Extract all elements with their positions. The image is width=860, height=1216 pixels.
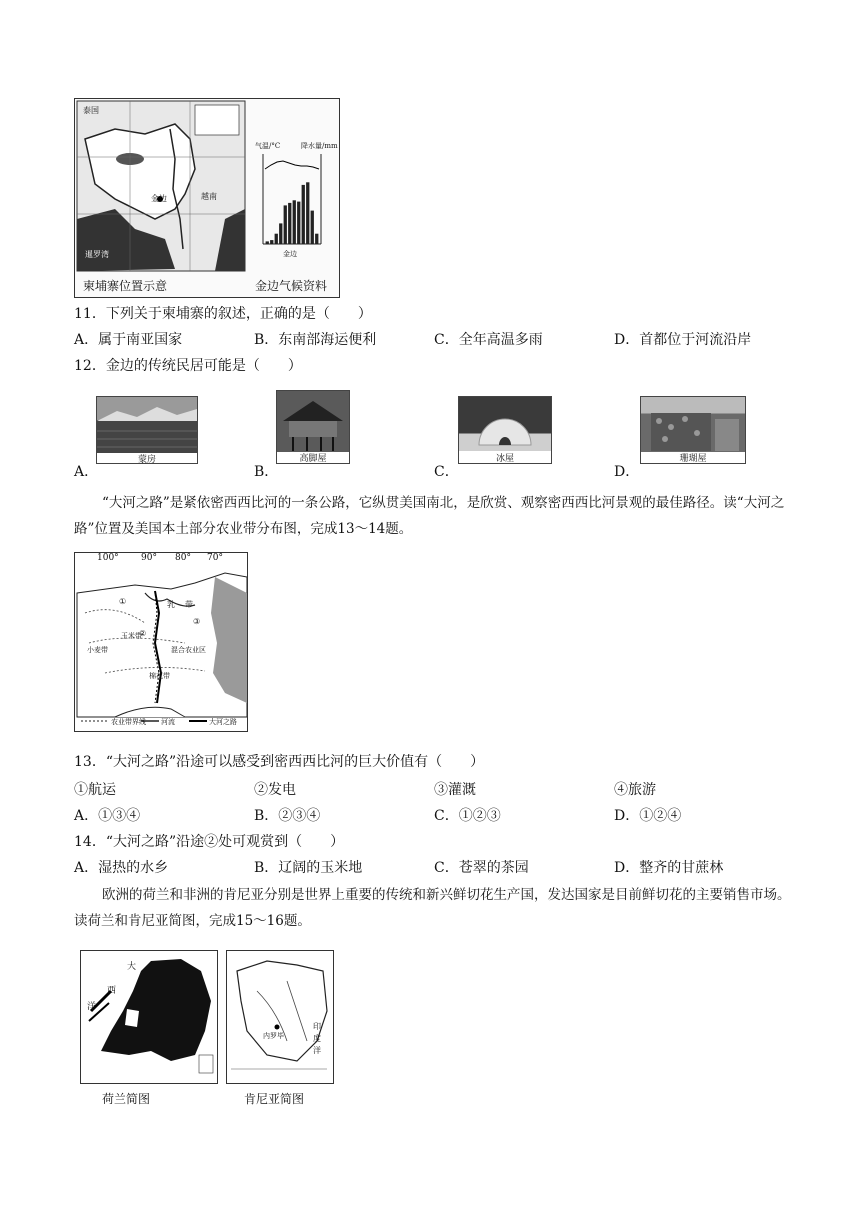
- precip-bar-3: [275, 234, 278, 244]
- q11-stem: 11．下列关于柬埔寨的叙述，正确的是（ ）: [74, 306, 372, 322]
- precip-bar-2: [270, 240, 273, 244]
- label-corn: 玉米带: [121, 632, 142, 640]
- precip-bar-7: [293, 200, 296, 244]
- usa-map-svg: [75, 553, 247, 731]
- climate-caption: 金边气候资料: [255, 279, 328, 293]
- label-wheat: 小麦带: [87, 646, 108, 654]
- q12-image-d: [640, 396, 746, 464]
- label-cotton: 棉花带: [149, 672, 170, 680]
- q13-item-1: ①航运: [74, 782, 116, 798]
- q13-option-b[interactable]: B．②③④: [254, 808, 321, 824]
- q11-option-d[interactable]: D．首都位于河流沿岸: [614, 332, 752, 348]
- label-2: ②: [139, 629, 147, 638]
- q12-option-d[interactable]: D．: [614, 464, 640, 480]
- precip-bar-9: [302, 185, 305, 244]
- q14-option-d[interactable]: D．整齐的甘蔗林: [614, 860, 724, 876]
- cambodia-figure: [74, 98, 340, 298]
- netherlands-caption: 荷兰简图: [102, 1092, 151, 1106]
- precip-bar-11: [311, 211, 314, 244]
- map-label-gulf: 暹罗湾: [85, 250, 109, 259]
- q12-image-b-caption: 高脚屋: [299, 454, 327, 464]
- precip-bar-5: [284, 205, 287, 244]
- precip-bar-12: [315, 234, 318, 244]
- q12-stem: 12．金边的传统民居可能是（ ）: [74, 358, 302, 374]
- ke-label-nairobi: 内罗毕: [263, 1032, 284, 1040]
- legend-river: 河流: [161, 718, 175, 726]
- climate-axis-right: 降水量/mm: [301, 142, 338, 150]
- legend-boundary: 农业带界线: [111, 718, 146, 726]
- lon-90: 90°: [141, 553, 157, 563]
- q14-option-c[interactable]: C．苍翠的茶园: [434, 860, 529, 876]
- q12-image-c-caption: 冰屋: [495, 454, 514, 464]
- q11-option-a[interactable]: A．属于南亚国家: [74, 332, 183, 348]
- precip-bar-6: [288, 203, 291, 244]
- map-caption: 柬埔寨位置示意: [83, 279, 168, 293]
- q13-stem: 13．“大河之路”沿途可以感受到密西西比河的巨大价值有（ ）: [74, 754, 485, 770]
- label-3: ③: [193, 617, 201, 626]
- kenya-map-svg: [227, 951, 333, 1083]
- q14-option-a[interactable]: A．湿热的水乡: [74, 860, 169, 876]
- q13-option-d[interactable]: D．①②④: [614, 808, 682, 824]
- q12-image-b: [276, 390, 350, 464]
- lon-100: 100°: [97, 553, 119, 563]
- netherlands-map: [80, 950, 218, 1084]
- q12-image-a-caption: 蒙房: [137, 455, 156, 464]
- ke-label-ocean-3: 洋: [313, 1046, 321, 1055]
- precip-bar-8: [297, 202, 300, 244]
- lon-70: 70°: [207, 553, 223, 563]
- q12-option-b[interactable]: B．: [254, 464, 279, 480]
- label-1: ①: [119, 597, 127, 606]
- q14-option-b[interactable]: B．辽阔的玉米地: [254, 860, 363, 876]
- label-dairy-2: 带: [185, 600, 193, 609]
- label-dairy-1: 乳: [167, 600, 175, 609]
- climate-axis-left: 气温/°C: [255, 142, 281, 150]
- legend-road: 大河之路: [209, 718, 237, 726]
- ke-label-ocean-1: 印: [313, 1022, 321, 1031]
- label-mixed: 混合农业区: [171, 646, 206, 654]
- q11-option-b[interactable]: B．东南部海运便利: [254, 332, 377, 348]
- q11-option-c[interactable]: C．全年高温多雨: [434, 332, 543, 348]
- q12-image-d-caption: 珊瑚屋: [679, 454, 707, 464]
- passage-cut-flowers: 欧洲的荷兰和非洲的肯尼亚分别是世界上重要的传统和新兴鲜切花生产国，发达国家是目前鲜切花的主要销售市场。读荷兰和肯尼亚简图，完成15～16题。: [74, 887, 791, 929]
- kenya-map: [226, 950, 334, 1084]
- climate-chart: [247, 101, 337, 271]
- precip-bar-4: [279, 223, 282, 244]
- q13-option-c[interactable]: C．①②③: [434, 808, 501, 824]
- q13-option-a[interactable]: A．①③④: [74, 808, 141, 824]
- precip-bar-10: [306, 182, 309, 244]
- kenya-caption: 肯尼亚简图: [244, 1092, 305, 1106]
- map-label-thailand: 泰国: [83, 106, 99, 115]
- nl-label-1: 大: [127, 962, 137, 972]
- cambodia-map: [77, 101, 245, 271]
- map-label-phnompenh: 金边: [151, 194, 167, 203]
- q13-item-2: ②发电: [254, 782, 296, 798]
- q12-option-a[interactable]: A．: [74, 464, 99, 480]
- q12-image-a: [96, 396, 198, 464]
- q12-option-c[interactable]: C．: [434, 464, 459, 480]
- nl-label-2: 西: [107, 986, 117, 996]
- q13-item-4: ④旅游: [614, 782, 656, 798]
- lon-80: 80°: [175, 553, 191, 563]
- ke-label-ocean-2: 度: [313, 1034, 321, 1043]
- q14-stem: 14．“大河之路”沿途②处可观赏到（ ）: [74, 834, 345, 850]
- passage-great-river-road: “大河之路”是紧依密西西比河的一条公路，它纵贯美国南北，是欣赏、观察密西西比河景观的最佳路径。读“大河之路”位置及美国本土部分农业带分布图，完成13～14题。: [74, 495, 785, 537]
- netherlands-map-svg: [81, 951, 217, 1083]
- q13-item-3: ③灌溉: [434, 782, 476, 798]
- precip-bar-1: [266, 241, 269, 244]
- climate-x-label: 金边: [283, 250, 297, 258]
- nl-label-3: 洋: [87, 1002, 97, 1012]
- q12-image-c: [458, 396, 552, 464]
- map-label-vietnam: 越南: [201, 192, 217, 201]
- usa-agri-map: [74, 552, 248, 732]
